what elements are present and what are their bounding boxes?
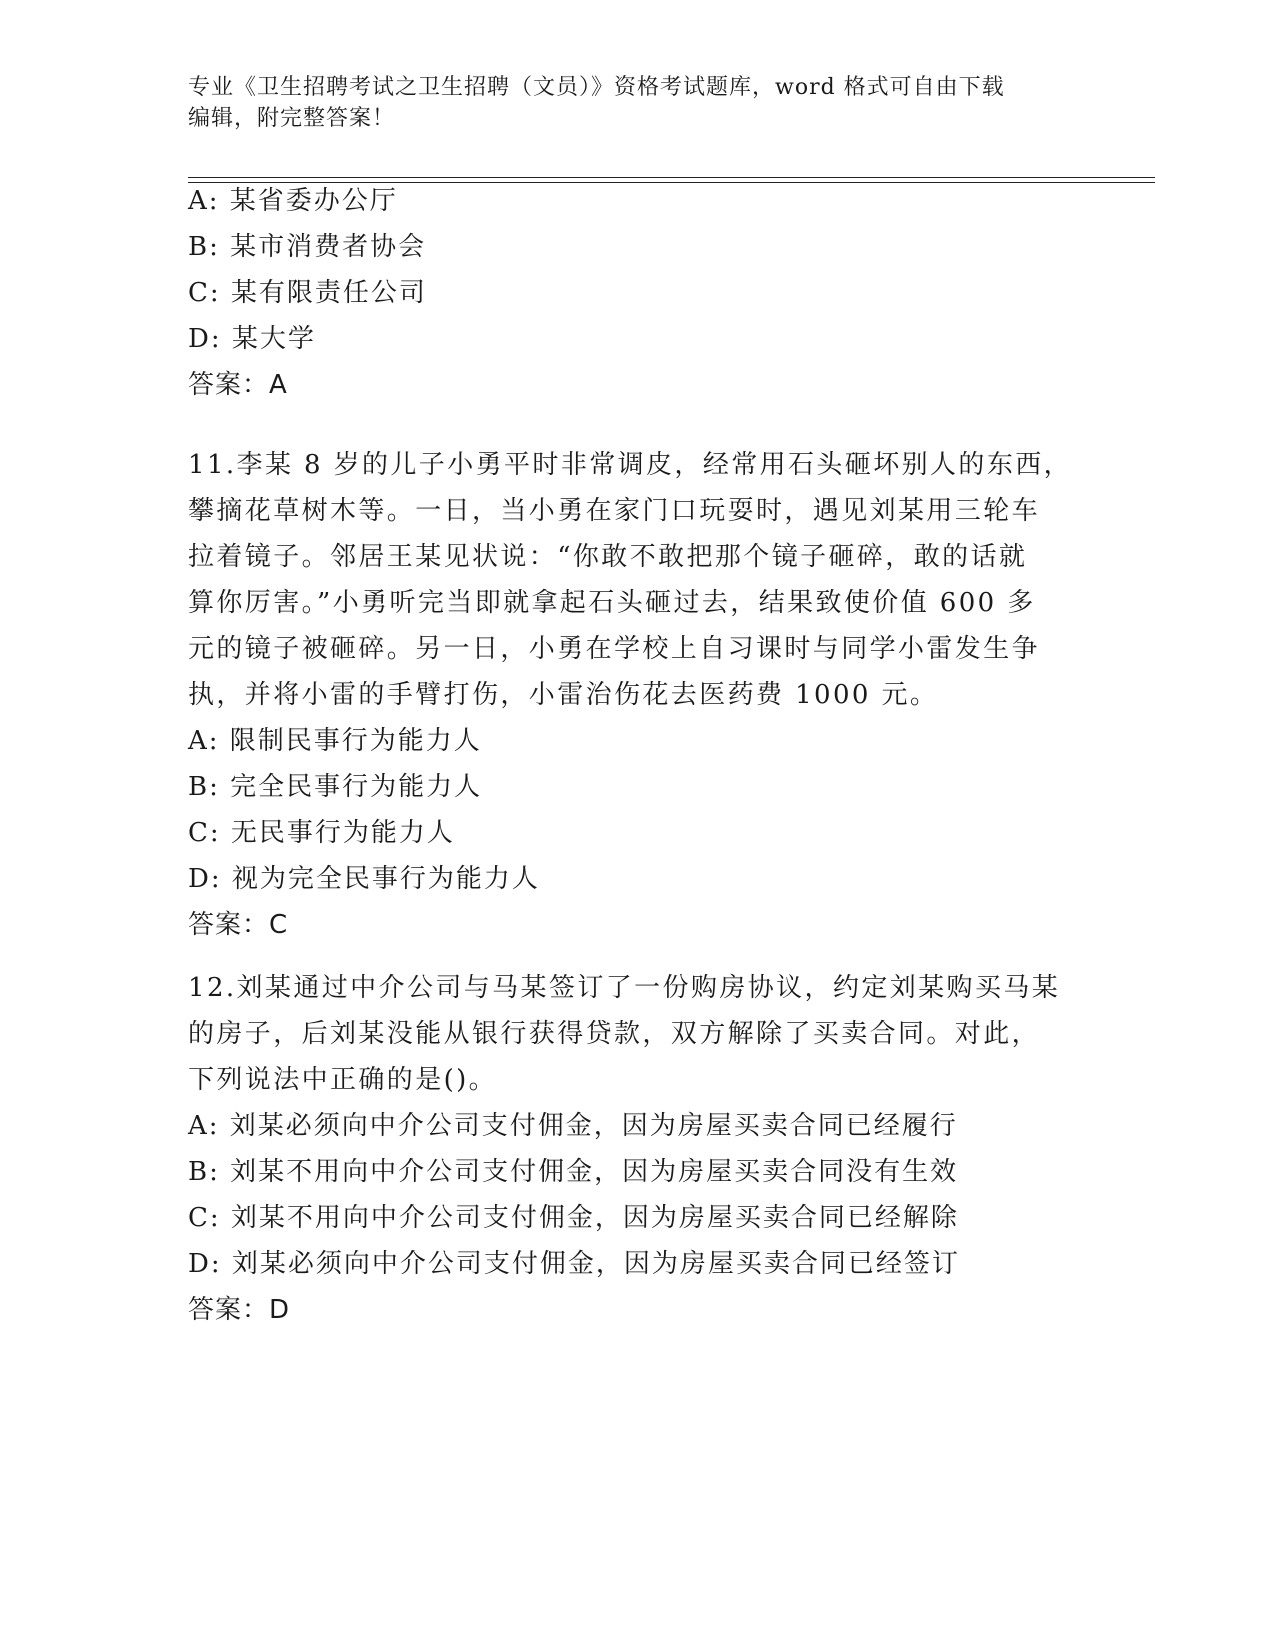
question-11-text-line: 算你厉害。”小勇听完当即就拿起石头砸过去，结果致使价值 600 多 xyxy=(188,588,1036,618)
question-12-option-b: B: 刘某不用向中介公司支付佣金，因为房屋买卖合同没有生效 xyxy=(188,1157,959,1187)
question-11-option-d: D: 视为完全民事行为能力人 xyxy=(188,864,540,894)
question-11-option-c: C: 无民事行为能力人 xyxy=(188,818,455,848)
question-10-option-d: D: 某大学 xyxy=(188,324,316,354)
question-12-option-d: D: 刘某必须向中介公司支付佣金，因为房屋买卖合同已经签订 xyxy=(188,1249,960,1279)
question-12-text-line: 下列说法中正确的是()。 xyxy=(188,1065,498,1095)
question-11-text-line: 攀摘花草树木等。一日，当小勇在家门口玩耍时，遇见刘某用三轮车 xyxy=(188,496,1041,526)
question-11-text xyxy=(188,442,1088,718)
header-line-1: 专业《卫生招聘考试之卫生招聘（文员）》资格考试题库，word 格式可自由下载 xyxy=(188,75,1005,100)
question-12-answer: 答案：D xyxy=(188,1295,291,1325)
question-10-option-a: A: 某省委办公厅 xyxy=(188,186,398,216)
question-11-text-line: 元的镜子被砸碎。另一日，小勇在学校上自习课时与同学小雷发生争 xyxy=(188,634,1041,664)
question-10-answer: 答案：A xyxy=(188,370,288,400)
question-11-option-a: A: 限制民事行为能力人 xyxy=(188,726,482,756)
document-header xyxy=(188,72,1088,134)
question-12-option-a: A: 刘某必须向中介公司支付佣金，因为房屋买卖合同已经履行 xyxy=(188,1111,958,1141)
question-12-text-line: 的房子，后刘某没能从银行获得贷款，双方解除了买卖合同。对此， xyxy=(188,1019,1041,1049)
question-12-option-c: C: 刘某不用向中介公司支付佣金，因为房屋买卖合同已经解除 xyxy=(188,1203,959,1233)
header-line-2: 编辑，附完整答案！ xyxy=(188,106,396,131)
question-11-answer: 答案：C xyxy=(188,910,289,940)
question-11-block xyxy=(188,442,1088,948)
question-11-text-line: 执，并将小雷的手臂打伤，小雷治伤花去医药费 1000 元。 xyxy=(188,680,939,710)
question-10-option-c: C: 某有限责任公司 xyxy=(188,278,427,308)
question-12-block xyxy=(188,965,1088,1333)
question-10-block xyxy=(188,178,1088,408)
question-11-text-line: 拉着镜子。邻居王某见状说：“你敢不敢把那个镜子砸碎，敢的话就 xyxy=(188,542,1028,572)
question-11-text-line: 11.李某 8 岁的儿子小勇平时非常调皮，经常用石头砸坏别人的东西， xyxy=(188,450,1073,480)
question-11-option-b: B: 完全民事行为能力人 xyxy=(188,772,483,802)
question-10-option-b: B: 某市消费者协会 xyxy=(188,232,427,262)
question-12-text-line: 12.刘某通过中介公司与马某签订了一份购房协议，约定刘某购买马某 xyxy=(188,973,1061,1003)
question-12-text xyxy=(188,965,1088,1103)
